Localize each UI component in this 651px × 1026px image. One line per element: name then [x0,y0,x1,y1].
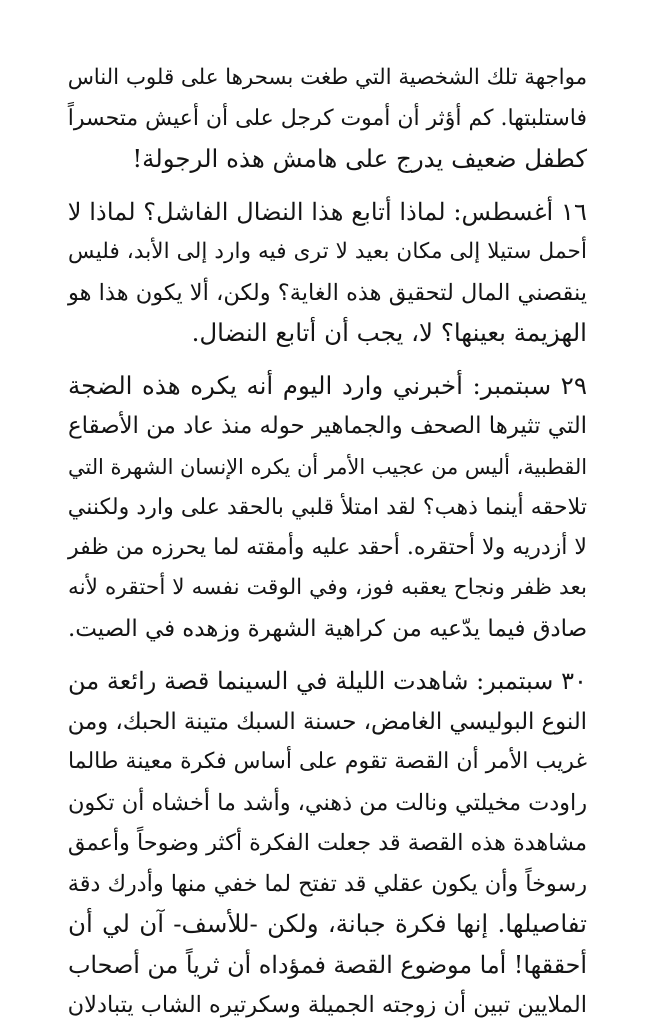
text-line: ينقصني المال لتحقيق هذه الغاية؟ ولكن، ألا يكون هذا هو [68,279,587,306]
text-line: الهزيمة بعينها؟ لا، يجب أن أتابع النضال. [191,318,587,347]
text-line: مشاهدة هذه القصة قد جعلت الفكرة أكثر وضوحاً وأعمق [67,830,587,856]
text-line: بعد ظفر ونجاح يعقبه فوز، وفي الوقت نفسه لا أحتقره لأنه [67,575,587,600]
text-line: ١٦ أغسطس: لماذا أتابع هذا النضال الفاشل؟ لماذا لا [67,197,587,226]
text-line: التي تثيرها الصحف والجماهير حوله منذ عاد من الأصقاع [68,413,587,439]
text-line: ٣٠ سبتمبر: شاهدت الليلة في السينما قصة رائعة من [68,667,587,695]
text-line: القطبية، أليس من عجيب الأمر أن يكره الإنسان الشهرة التي [68,454,587,479]
text-line: فاستلبتها. كم أؤثر أن أموت كرجل على أن أعيش متحسراً [67,105,587,131]
text-line: مواجهة تلك الشخصية التي طغت بسحرها على قلوب الناس [67,65,587,90]
text-line: رسوخاً وأن يكون عقلي قد تفتح لما خفي منها وأدرك دقة [67,870,587,897]
paragraph-september-29 [68,366,587,650]
paragraph-august-16 [68,192,587,354]
text-line: أحمل ستيلا إلى مكان بعيد لا ترى فيه وارد إلى الأبد، فليس [68,239,587,264]
text-line: كطفل ضعيف يدرج على هامش هذه الرجولة! [132,144,587,173]
text-line: لا أزدريه ولا أحتقره. أحقد عليه وأمقته لما يحرزه من ظفر [68,534,587,560]
text-line: صادق فيما يدّعيه من كراهية الشهرة وزهده في الصيت. [68,615,587,642]
paragraph-1 [68,58,587,180]
text-line: الملايين تبين أن زوجته الجميلة وسكرتيره الشاب يتبادلان [67,992,587,1018]
text-line: تلاحقه أينما ذهب؟ لقد امتلأ قلبي بالحقد على وارد ولكنني [67,494,587,520]
text-line: أحققها! أما موضوع القصة فمؤداه أن ثرياً من أصحاب [68,950,587,979]
text-line: ٢٩ سبتمبر: أخبرني وارد اليوم أنه يكره هذه الضجة [68,370,587,400]
text-line: غريب الأمر أن القصة تقوم على أساس فكرة معينة طالما [67,749,587,774]
text-line: تفاصيلها. إنها فكرة جبانة، ولكن -للأسف- آن لي أن [68,909,587,938]
text-line: راودت مخيلتي ونالت من ذهني، وأشد ما أخشاه أن تكون [68,789,587,816]
paragraph-september-30 [68,661,587,1026]
book-page [0,58,651,1026]
text-line: النوع البوليسي الغامض، حسنة السبك متينة الحبك، ومن [67,708,587,735]
